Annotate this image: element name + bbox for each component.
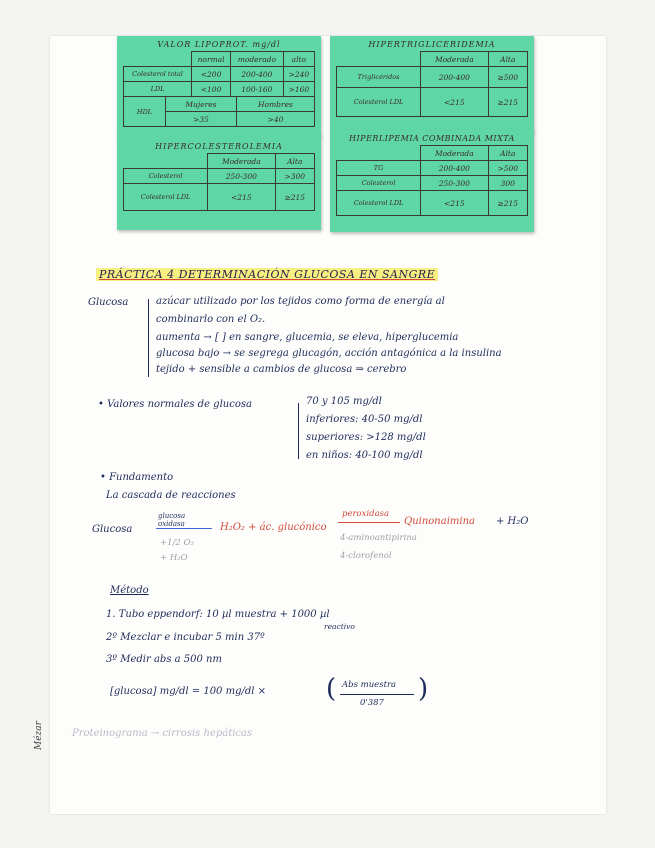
fundamento-label: • Fundamento [100,472,174,483]
metodo-step: 2º Mezclar e incubar 5 min 37º [106,632,265,643]
note-hiperlipemia-combinada [330,130,534,232]
cell: ≥500 [488,67,527,88]
margin-note: Mézar [34,721,44,750]
hipertrig-table [336,51,528,117]
note-lipoproteins [117,36,321,136]
note-title: VALOR LIPOPROT. mg/dl [157,40,281,49]
row-label: Colesterol total [124,67,192,82]
cell: ≥215 [488,191,527,216]
cell: >160 [283,82,314,97]
header-cell: moderado [231,52,284,67]
cell: 100-160 [231,82,284,97]
cell: >40 [236,112,314,127]
cell: <200 [192,67,231,82]
cell: 200-400 [231,67,284,82]
header-cell: normal [192,52,231,67]
reaction-below2b: 4-clorofenol [340,551,392,561]
row-label: TG [337,161,421,176]
header-cell: Moderada [208,154,275,169]
valores-label: • Valores normales de glucosa [98,399,252,410]
formula-paren-close: ) [418,674,429,704]
valores-item: 70 y 105 mg/dl [306,396,382,407]
header-cell: Mujeres [166,97,237,112]
practice-title-text: PRÁCTICA 4 DETERMINACIÓN GLUCOSA EN SANGRE [96,268,438,281]
reaction-below2a: 4-aminoantipirina [340,533,417,543]
row-label: Colesterol LDL [124,184,208,211]
header-cell: Hombres [236,97,314,112]
cell: <100 [192,82,231,97]
valores-item: inferiores: 40-50 mg/dl [306,414,423,425]
formula-numerator: Abs muestra [342,680,397,690]
metodo-label: Método [110,585,149,596]
cell: 250-300 [421,176,488,191]
cell: <215 [421,191,488,216]
metodo-step: 1. Tubo eppendorf: 10 µl muestra + 1000 µl [106,609,330,620]
valores-bracket [298,403,299,459]
row-label: Colesterol [337,176,421,191]
note-hipercolesterolemia [117,134,321,230]
row-label: Colesterol LDL [337,191,421,216]
cell: >500 [488,161,527,176]
reaction-enzyme1: glucosa oxidasa [158,512,186,528]
reaction-product1: H₂O₂ + ác. glucónico [220,522,327,533]
cell: >240 [283,67,314,82]
header-cell: Alta [488,146,527,161]
reaction-glucosa: Glucosa [92,524,133,535]
note-hipertrigliceridemia [330,36,534,132]
formula-fraction-bar [340,694,414,695]
reaction-enzyme2: peroxidasa [342,509,390,519]
row-label: Colesterol [124,169,208,184]
proteinograma-line: Proteinograma → cirrosis hepáticas [72,728,253,739]
glucosa-item: combinarlo con el O₂. [156,314,266,325]
formula-left: [glucosa] mg/dl = 100 mg/dl × [110,686,267,697]
note-title: HIPERLIPEMIA COMBINADA MIXTA [349,134,515,143]
reaction-product3: + H₂O [496,516,529,527]
glucosa-item: azúcar utilizado por los tejidos como forma de energía al [156,296,445,307]
row-label: LDL [124,82,192,97]
header-cell: alto [283,52,314,67]
formula-paren-open: ( [326,674,337,704]
row-label: Triglicéridos [337,67,421,88]
cell: ≥215 [275,184,314,211]
hiperlip-table [336,145,528,216]
note-title: HIPERTRIGLICERIDEMIA [368,40,496,49]
reaction-arrow1 [156,528,212,529]
header-cell: Moderada [421,146,488,161]
header-cell: Alta [275,154,314,169]
fundamento-sub: La cascada de reacciones [106,490,236,501]
valores-item: en niños: 40-100 mg/dl [306,450,423,461]
cell: ≥215 [488,88,527,117]
glucosa-bracket [148,299,149,377]
cell: 200-400 [421,161,488,176]
reaction-product2: Quinonaimina [404,516,475,527]
note-title: HIPERCOLESTEROLEMIA [155,142,283,151]
cell: >35 [166,112,237,127]
header-cell: Alta [488,52,527,67]
formula-denominator: 0'387 [360,698,384,708]
row-label: Colesterol LDL [337,88,421,117]
lipo-table [123,51,315,97]
cell: >300 [275,169,314,184]
hdl-table [123,96,315,127]
cell: 200-400 [421,67,488,88]
header-cell: Moderada [421,52,488,67]
glucosa-item: aumenta → [ ] en sangre, glucemia, se eleva, hiperglucemia [156,332,459,343]
hipercol-table [123,153,315,211]
reaction-below1b: + H₂O [160,553,188,563]
metodo-reactivo: reactivo [324,622,355,631]
glucosa-item: glucosa bajo → se segrega glucagón, acción antagónica a la insulina [156,348,502,359]
row-label: HDL [124,97,166,127]
glucosa-label: Glucosa [88,297,129,308]
reaction-below1a: +1/2 O₂ [160,538,194,548]
cell: <215 [208,184,275,211]
cell: 300 [488,176,527,191]
cell: <215 [421,88,488,117]
glucosa-item: tejido + sensible a cambios de glucosa ⇒ cerebro [156,364,407,375]
practice-title [96,268,438,281]
valores-item: superiores: >128 mg/dl [306,432,426,443]
reaction-arrow2 [338,522,400,523]
cell: 250-300 [208,169,275,184]
metodo-step: 3º Medir abs a 500 nm [106,654,222,665]
